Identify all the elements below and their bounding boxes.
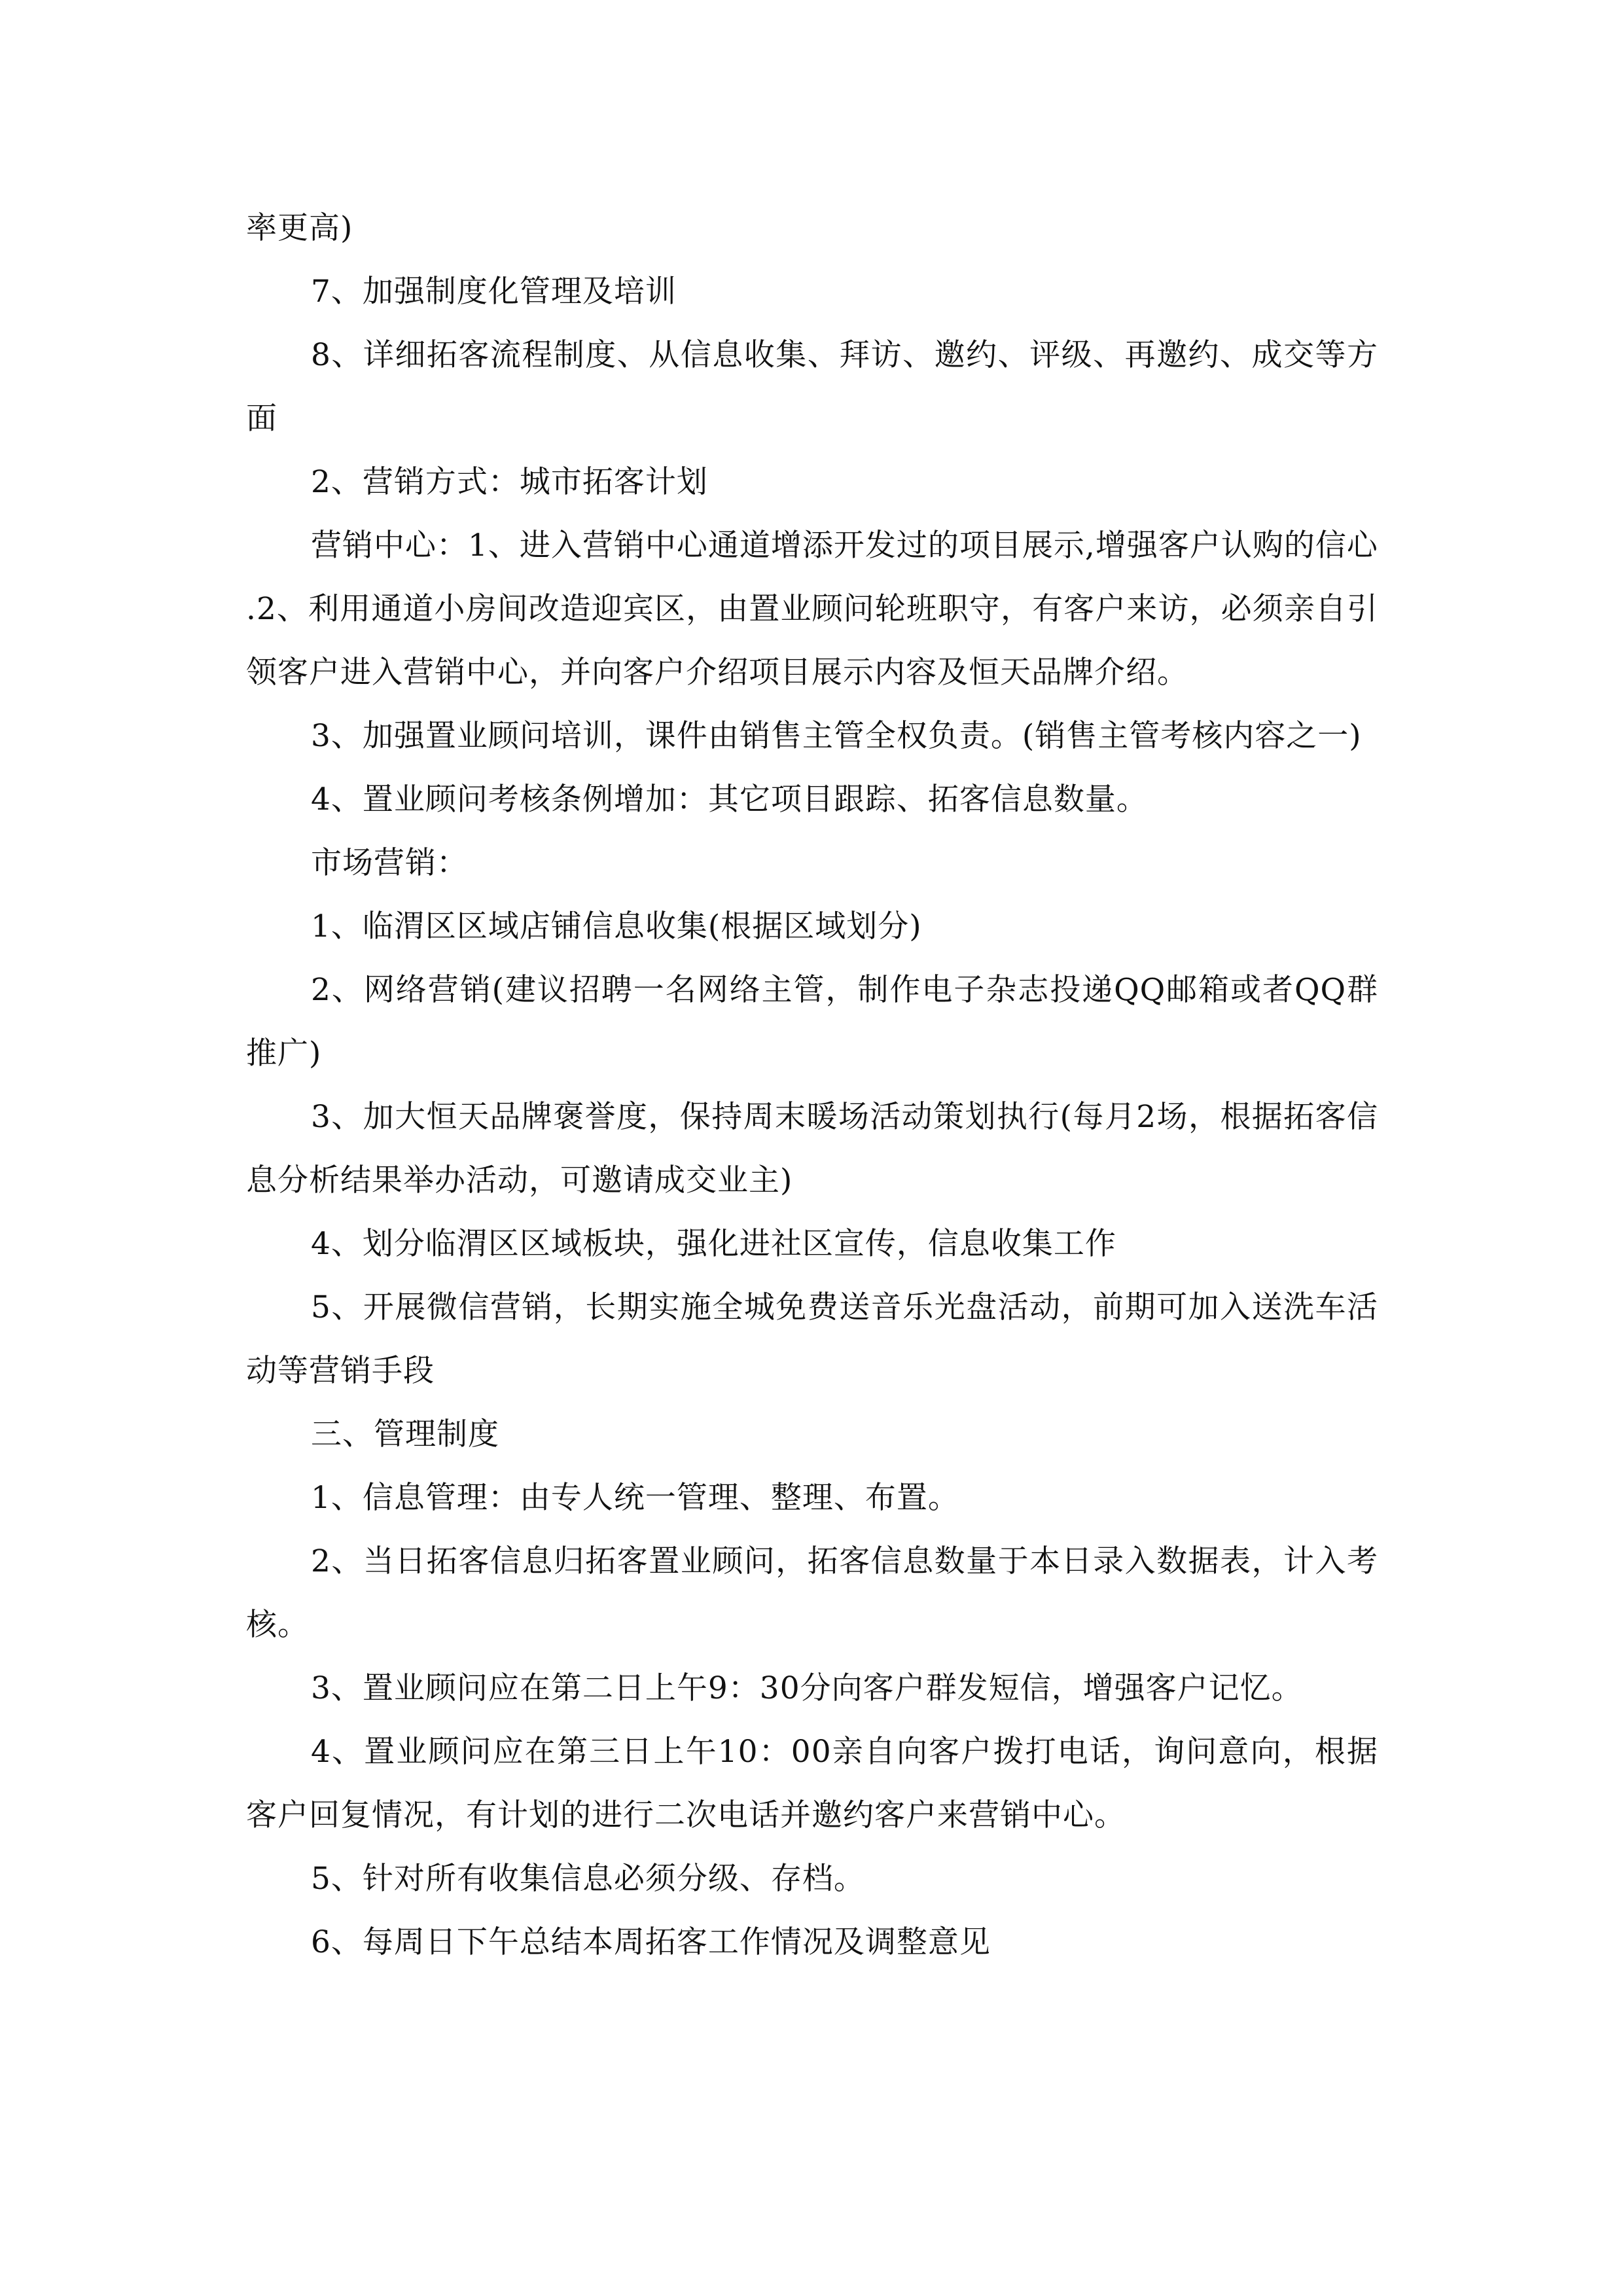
paragraph-sales-center-2: .2、利用通道小房间改造迎宾区，由置业顾问轮班职守，有客户来访，必须亲自引领客户进入营销中心，并向客户介绍项目展示内容及恒天品牌介绍。 [246,591,1378,691]
paragraph-item-7: 7、加强制度化管理及培训 [311,274,677,310]
paragraph-management-5: 5、针对所有收集信息必须分级、存档。 [311,1861,865,1897]
paragraph-management-3: 3、置业顾问应在第二日上午9：30分向客户群发短信，增强客户记忆。 [311,1670,1303,1706]
paragraph-market-1: 1、临渭区区域店铺信息收集(根据区域划分) [311,908,922,944]
paragraph-market-4: 4、划分临渭区区域板块，强化进社区宣传，信息收集工作 [311,1226,1116,1262]
paragraph-item-8: 8、详细拓客流程制度、从信息收集、拜访、邀约、评级、再邀约、成交等方面 [246,337,1378,437]
paragraph-sales-center-4: 4、置业顾问考核条例增加：其它项目跟踪、拓客信息数量。 [311,781,1148,817]
paragraph-management-1: 1、信息管理：由专人统一管理、整理、布置。 [311,1480,959,1516]
paragraph-management-2: 2、当日拓客信息归拓客置业顾问，拓客信息数量于本日录入数据表，计入考核。 [246,1543,1378,1643]
paragraph-market-5: 5、开展微信营销，长期实施全城免费送音乐光盘活动，前期可加入送洗车活动等营销手段 [246,1289,1378,1389]
paragraph-market-2: 2、网络营销(建议招聘一名网络主管，制作电子杂志投递QQ邮箱或者QQ群推广) [246,972,1378,1071]
paragraph-management-6: 6、每周日下午总结本周拓客工作情况及调整意见 [311,1924,991,1960]
document-body [246,196,1378,1974]
section-heading-marketing-method: 2、营销方式：城市拓客计划 [311,464,708,500]
paragraph-sales-center-1: 营销中心：1、进入营销中心通道增添开发过的项目展示,增强客户认购的信心 [311,528,1378,564]
subheading-market-marketing: 市场营销： [311,845,468,881]
paragraph-management-4: 4、置业顾问应在第三日上午10：00亲自向客户拨打电话，询问意向，根据客户回复情况，有计划的进行二次电话并邀约客户来营销中心。 [246,1734,1378,1833]
paragraph-market-3: 3、加大恒天品牌褒誉度，保持周末暖场活动策划执行(每月2场，根据拓客信息分析结果举办活动，可邀请成交业主) [246,1099,1378,1198]
paragraph-continuation: 率更高) [246,210,353,246]
paragraph-sales-center-3: 3、加强置业顾问培训，课件由销售主管全权负责。(销售主管考核内容之一) [311,718,1362,754]
section-heading-management: 三、管理制度 [311,1416,499,1452]
